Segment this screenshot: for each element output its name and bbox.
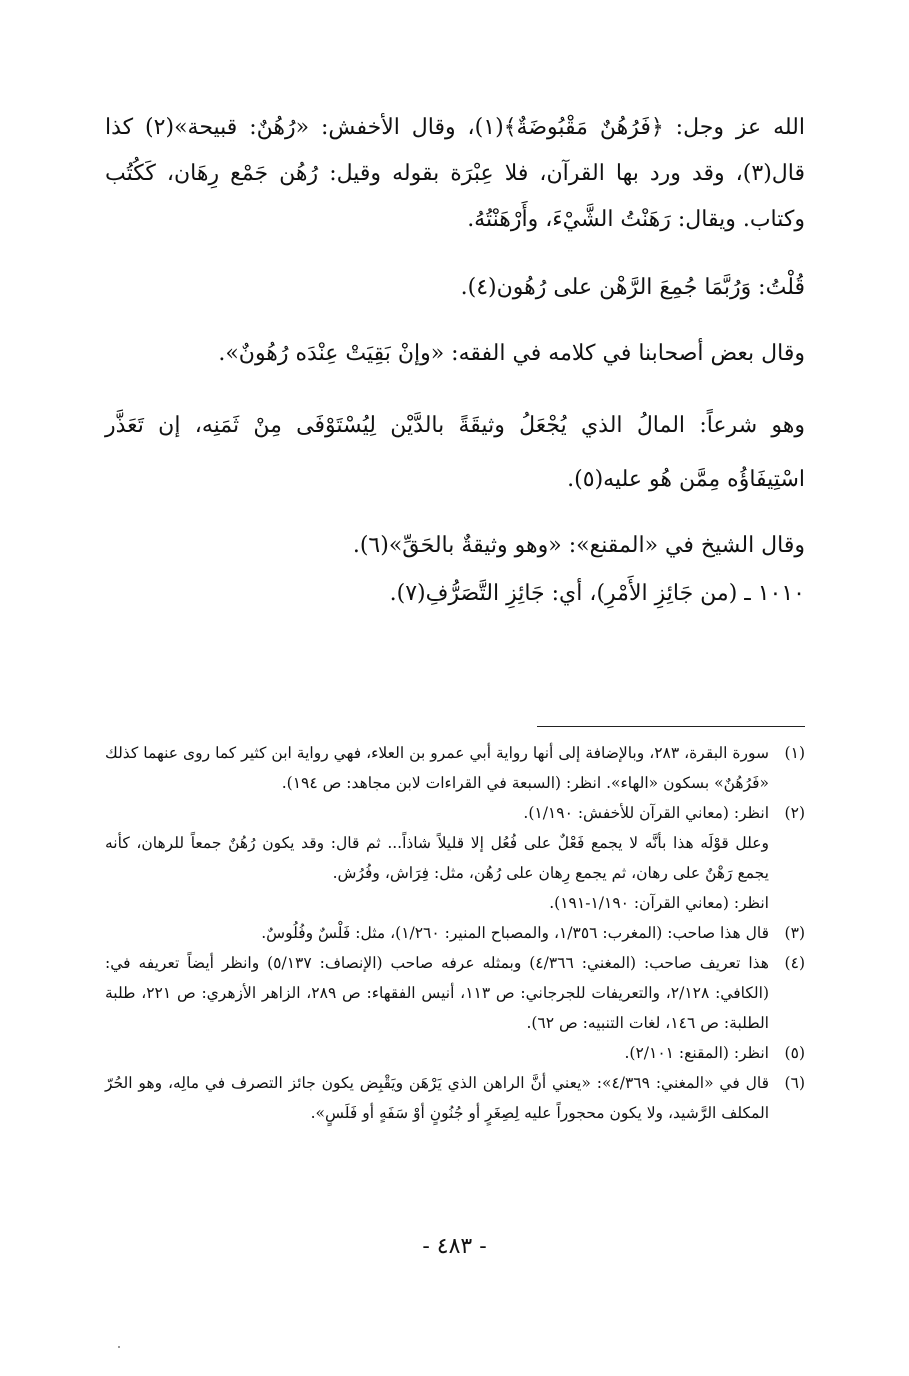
footnote-body (105, 1038, 769, 1068)
footnote-5 (105, 1038, 805, 1068)
footnote-6 (105, 1068, 805, 1128)
footnote-number: (٥) (784, 1044, 805, 1062)
footnote-body (105, 738, 769, 798)
footnote-2 (105, 798, 805, 918)
footnote-1 (105, 738, 805, 798)
scan-speck (118, 1346, 120, 1348)
footnote-line: هذا تعريف صاحب: (المغني: ٤/٣٦٦) وبمثله عرفه صاحب (الإنصاف: ٥/١٣٧) وانظر أيضاً تعريفه في: (الكافي: ٢/١٢٨، والتعريفات للجرجاني: ص ١١٣، أنيس الفقهاء: ص ٢٨٩، الزاهر الأزهري: ص ٢٢١، طلبة الطلبة: ص ١٤٦، لغات التنبيه: ص ٦٢). (105, 954, 769, 1032)
main-text (105, 105, 805, 617)
entry-number: ١٠١٠ (757, 581, 805, 606)
paragraph-entry-1010 (105, 571, 805, 617)
footnote-body (105, 1068, 769, 1128)
footnote-line: سورة البقرة، ٢٨٣، وبالإضافة إلى أنها رواية أبي عمرو بن العلاء، فهي رواية ابن كثير كما روى عنهما كذلك «فَرُهُنٌ» بسكون «الهاء». انظر: (السبعة في القراءات لابن مجاهد: ص ١٩٤). (105, 744, 769, 792)
paragraph-qultu: قُلْتُ: وَرُبَّمَا جُمِعَ الرَّهْن على رُهُون(٤). (460, 275, 805, 300)
footnote-number: (٣) (784, 924, 805, 942)
paragraph-muqni-quote: وقال الشيخ في «المقنع»: «وهو وثيقةٌ بالحَقِّ»(٦). (352, 533, 805, 558)
footnote-number: (٢) (784, 804, 805, 822)
page-number: - ٤٨٣ - (422, 1234, 487, 1259)
footnotes (105, 738, 805, 1128)
footnote-body (105, 918, 769, 948)
footnote-line: انظر: (معاني القرآن: ١/١٩٠-١٩١). (549, 894, 769, 912)
footnote-separator (537, 726, 805, 727)
footnote-line: قال في «المغني: ٤/٣٦٩»: «يعني أنَّ الراهن الذي يَرْهَن ويَقْبِض يكون جائز التصرف في مالِه، وهو الحُرّ المكلف الرَّشيد، ولا يكون محجوراً عليه لِصِغَرٍ أو جُنُونٍ أوْ سَفَهٍ أو فَلَسٍ». (105, 1074, 770, 1122)
footnote-line: انظر: (معاني القرآن للأخفش: ١/١٩٠). (523, 804, 769, 822)
footnote-body (105, 798, 769, 918)
entry-text: ـ (من جَائِزِ الأَمْرِ)، أي: جَائِزِ التَّصَرُّفِ(٧). (389, 581, 751, 606)
footnote-line: قال هذا صاحب: (المغرب: ١/٣٥٦، والمصباح المنير: ١/٢٦٠)، مثل: فَلْسٌ وفُلُوسٌ. (261, 924, 769, 942)
footnote-number: (٤) (784, 954, 805, 972)
footnote-4 (105, 948, 805, 1038)
paragraph-rahn-plural: الله عز وجل: ﴿فَرُهُنٌ مَقْبُوضَةٌ﴾(١)، وقال الأخفش: «رُهُنٌ: قبيحة»(٢) كذا قال(٣)، وقد ورد بها القرآن، فلا عِبْرَة بقوله وقيل: رُهُن جَمْع رِهَان، كَكُتُب وكتاب. ويقال: رَهَنْتُ الشَّيْءَ، وأَرْهَنْتُهُ. (105, 115, 805, 232)
paragraph-shari-definition: وهو شرعاً: المالُ الذي يُجْعَلُ وثيقَةً بالدَّيْن لِيُسْتَوْفَى مِنْ ثَمَنِه، إن تَعَذَّر اسْتِيفَاؤُه مِمَّن هُو عليه(٥). (105, 413, 805, 492)
footnote-number: (١) (784, 744, 805, 762)
footnote-line: وعلل قوْلَه هذا بأنَّه لا يجمع فَعْلٌ على فُعُل إلا قليلاً شاذاً... ثم قال: وقد يكون رُهُنٌ جمعاً للرهان، كأنه يجمع رَهْنٌ على رهان، ثم يجمع رِهان على رُهُن، مثل: فِرَاش، وفُرُش. (105, 834, 769, 882)
footnote-body (105, 948, 769, 1038)
footnote-number: (٦) (784, 1074, 805, 1092)
footnote-3 (105, 918, 805, 948)
footnote-line: انظر: (المقنع: ٢/١٠١). (624, 1044, 769, 1062)
paragraph-fiqh-usage: وقال بعض أصحابنا في كلامه في الفقه: «وإنْ بَقِيَتْ عِنْدَه رُهُونٌ». (218, 341, 805, 366)
